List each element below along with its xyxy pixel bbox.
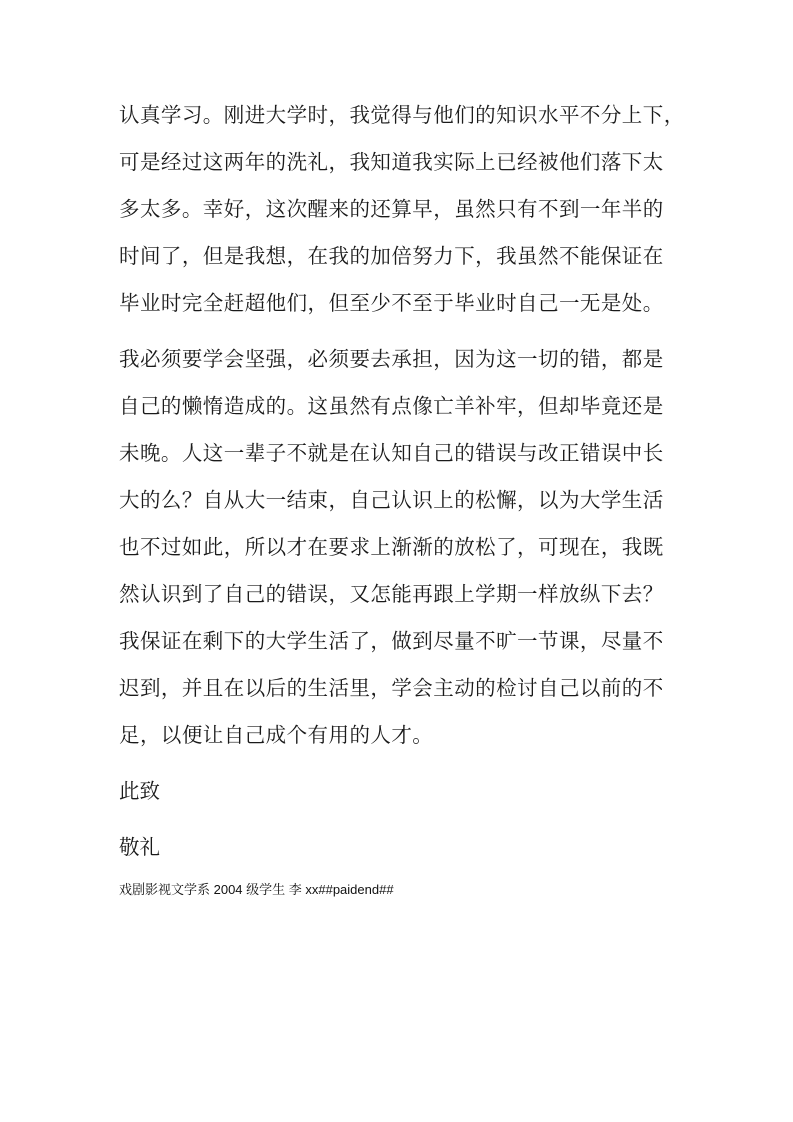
paragraph-1 [119,92,685,327]
text-line: 我必须要学会坚强，必须要去承担，因为这一切的错，都是 [119,347,664,371]
text-line: 迟到，并且在以后的生活里，学会主动的检讨自己以前的不 [119,676,664,700]
document-body [119,92,685,900]
text-line: 多太多。幸好，这次醒来的还算早，虽然只有不到一年半的 [119,197,664,221]
text-line: 自己的懒惰造成的。这虽然有点像亡羊补牢，但却毕竟还是 [119,394,664,418]
text-line: 认真学习。刚进大学时，我觉得与他们的知识水平不分上下， [119,103,685,127]
text-line: 我保证在剩下的大学生活了，做到尽量不旷一节课，尽量不 [119,629,664,653]
closing-salutation: 此致 [119,779,160,803]
text-line: 时间了，但是我想，在我的加倍努力下，我虽然不能保证在 [119,244,664,268]
text-line: 也不过如此，所以才在要求上渐渐的放松了，可现在，我既 [119,535,664,559]
closing-regards: 敬礼 [119,835,160,859]
text-line: 未晚。人这一辈子不就是在认知自己的错误与改正错误中长 [119,441,664,465]
text-line: 足，以便让自己成个有用的人才。 [119,723,434,747]
text-line: 可是经过这两年的洗礼，我知道我实际上已经被他们落下太 [119,150,664,174]
paragraph-2 [119,336,675,759]
signature-line: 戏剧影视文学系 2004 级学生 李 xx##paidend## [119,882,394,897]
text-line: 毕业时完全赶超他们，但至少不至于毕业时自己一无是处。 [119,291,664,315]
text-line: 大的么？自从大一结束，自己认识上的松懈，以为大学生活 [119,488,664,512]
text-line: 然认识到了自己的错误，又怎能再跟上学期一样放纵下去？ [119,582,664,606]
